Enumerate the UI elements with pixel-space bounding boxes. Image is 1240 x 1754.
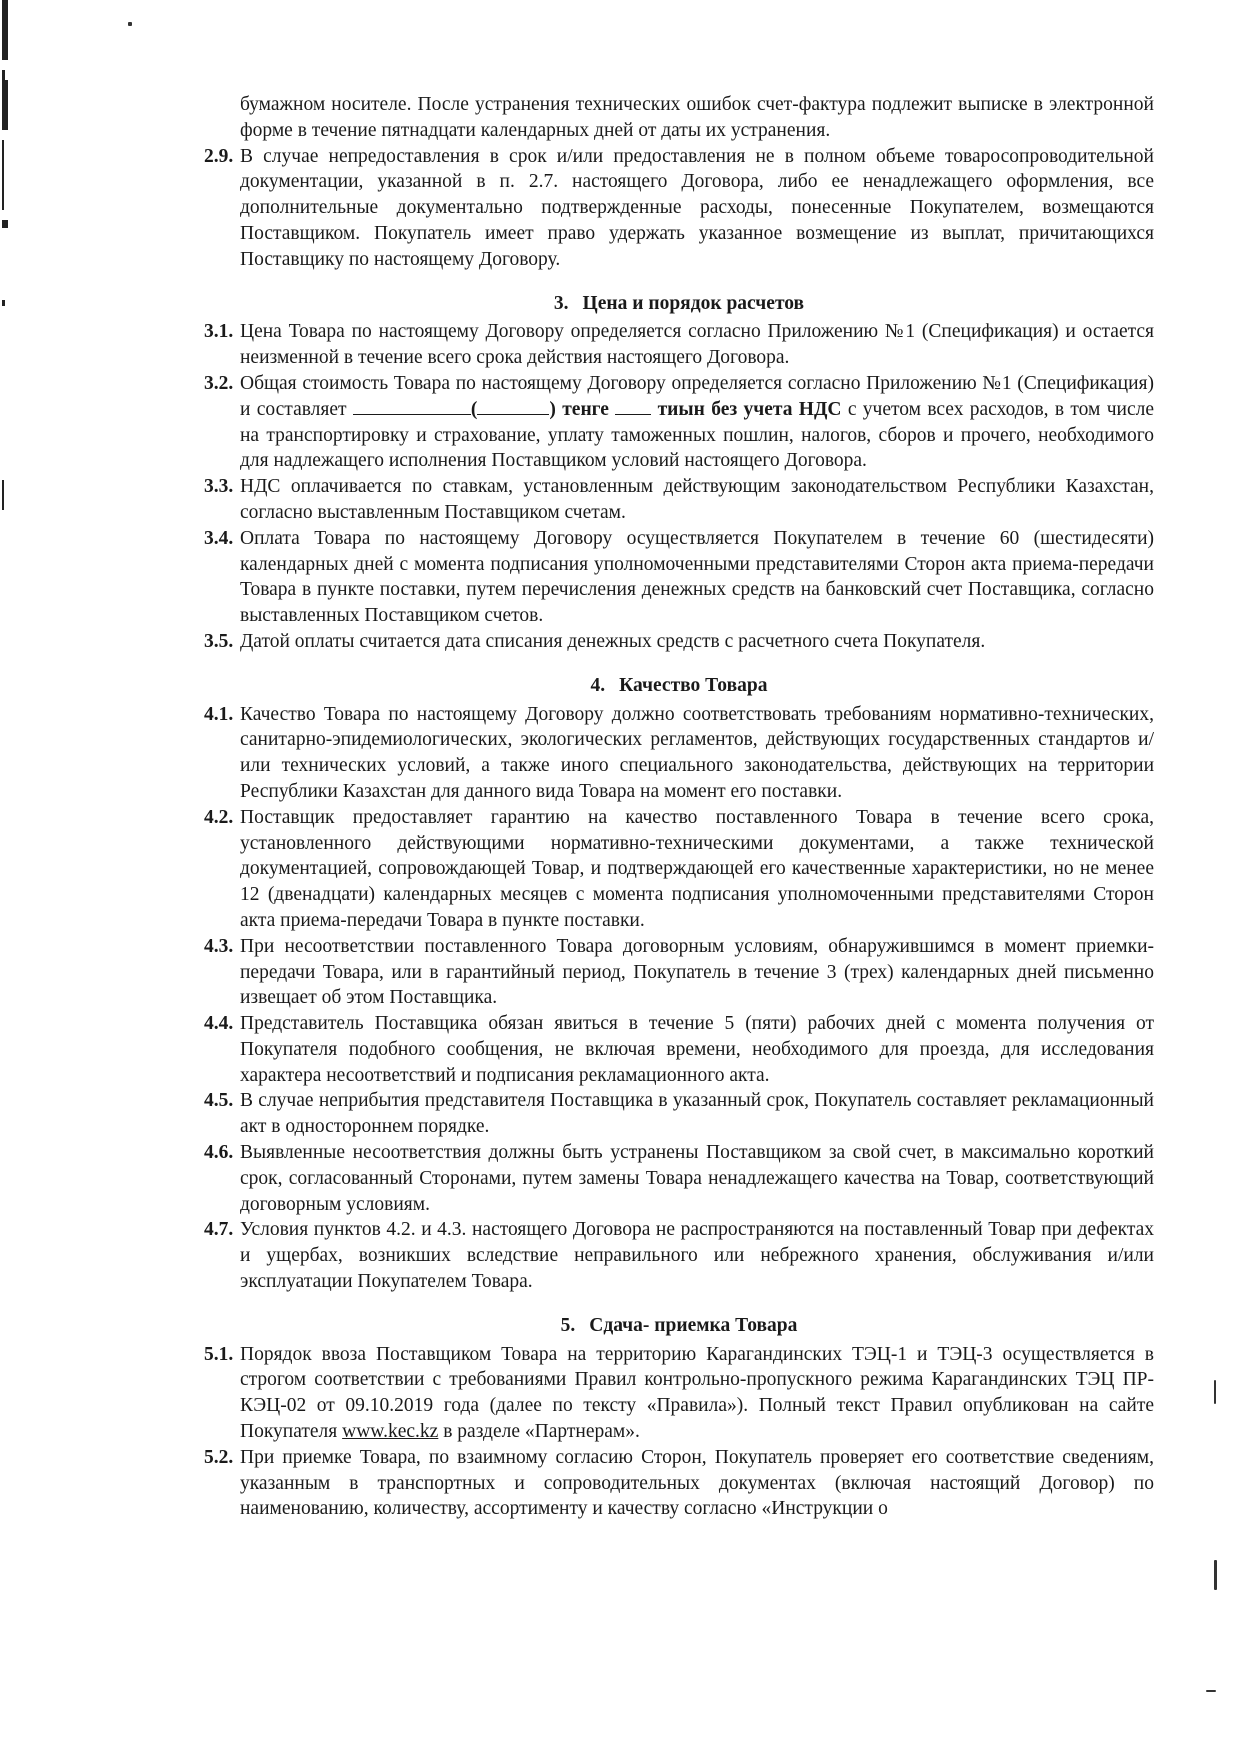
clause-text: Цена Товара по настоящему Договору определяется согласно Приложению №1 (Спецификация) и остается неизменной в течение всего срока действия настоящего Договора. — [240, 321, 1154, 369]
clause-text: Представитель Поставщика обязан явиться в течение 5 (пяти) рабочих дней с момента получения от Покупателя подобного сообщения, не включая времени, необходимого для проезда, для исследования характера несоответствий и подписания рекламационного акта. — [240, 1013, 1154, 1086]
section-title: Качество Товара — [619, 674, 768, 696]
section-number: 5. — [560, 1314, 576, 1336]
clause-number: 3.2. — [204, 372, 234, 394]
section-number: 3. — [553, 292, 569, 314]
clause-number: 4.4. — [204, 1013, 234, 1035]
clause-number: 5.2. — [204, 1446, 234, 1468]
amount-blank — [353, 398, 471, 415]
amount-open-paren: ( — [470, 398, 478, 420]
clause-text: В случае неприбытия представителя Поставщика в указанный срок, Покупатель составляет рекламационный акт в одностороннем порядке. — [240, 1090, 1154, 1138]
tiyn-blank — [615, 398, 651, 415]
clause-4-5 — [204, 1088, 1154, 1140]
clause-4-3 — [204, 934, 1154, 1011]
document-body — [204, 92, 1154, 1522]
clause-text — [240, 1342, 1154, 1445]
clause-number: 3.5. — [204, 630, 234, 652]
clause-number: 4.2. — [204, 806, 234, 828]
clause-3-1 — [204, 319, 1154, 371]
clause-text: Датой оплаты считается дата списания денежных средств с расчетного счета Покупателя. — [240, 630, 986, 652]
clause-number: 4.1. — [204, 703, 234, 725]
clause-text: В случае непредоставления в срок и/или предоставления не в полном объеме товаросопроводительной документации, указанной в п. 2.7. настоящего Договора, либо ее ненадлежащего оформления, все дополнительные документально подтвержденные расходы, понесенные Покупателем, возмещаются Поставщиком. Покупатель имеет право удержать указанное возмещение из выплат, причитающихся Поставщику по настоящему Договору. — [240, 145, 1154, 270]
scan-edge-marks — [2, 0, 8, 520]
clause-4-4 — [204, 1011, 1154, 1088]
clause-5-2 — [204, 1445, 1154, 1522]
clause-number: 4.5. — [204, 1090, 234, 1112]
clause-number: 3.1. — [204, 321, 234, 343]
clause-text: НДС оплачивается по ставкам, установленным действующим законодательством Республики Казахстан, согласно выставленным Поставщиком счетам. — [240, 476, 1154, 523]
clause-2-8-continuation: бумажном носителе. После устранения технических ошибок счет-фактура подлежит выписке в электронной форме в течение пятнадцати календарных дней от даты их устранения. — [240, 94, 1154, 141]
clause-text-part: Общая стоимость Товара по настоящему Договору определяется согласно Приложению №1 (Спецификация) и составляет — [240, 372, 1154, 420]
section-number: 4. — [590, 674, 606, 696]
clause-5-1 — [204, 1342, 1154, 1445]
clause-4-1 — [204, 702, 1154, 805]
clause-number: 5.1. — [204, 1343, 234, 1365]
scan-speck — [1206, 1690, 1216, 1692]
clause-number: 2.9. — [204, 145, 234, 167]
clause-4-7 — [204, 1217, 1154, 1294]
section-4-heading — [204, 673, 1154, 699]
clause-text — [240, 371, 1154, 474]
clause-2-9 — [204, 144, 1154, 273]
clause-number: 4.7. — [204, 1219, 234, 1241]
clause-text: Качество Товара по настоящему Договору должно соответствовать требованиям нормативно-технических, санитарно-эпидемиологических, экологических регламентов, действующих государственных стандартов и/или технических условий, а также иного специального законодательства, действующих на территории Республики Казахстан для данного вида Товара на момент его поставки. — [240, 703, 1154, 802]
clause-3-2 — [204, 371, 1154, 474]
clause-text: Поставщик предоставляет гарантию на качество поставленного Товара в течение всего срока, установленного действующими нормативно-техническими документами, а также технической документацией, сопровождающей Товар, и подтверждающей его качественные характеристики, но не менее 12 (двенадцати) календарных месяцев с момента подписания уполномоченными представителями Сторон акта приема-передачи Товара в пункте поставки. — [240, 806, 1154, 931]
clause-number: 3.3. — [204, 476, 234, 498]
clause-text: При приемке Товара, по взаимному согласию Сторон, Покупатель проверяет его соответствие сведениям, указанным в транспортных и сопроводительных документах (включая настоящий Договор) по наименованию, количеству, ассортименту и качеству согласно «Инструкции о — [240, 1446, 1154, 1520]
clause-number: 3.4. — [204, 527, 234, 549]
clause-4-2 — [204, 805, 1154, 934]
clause-4-6 — [204, 1140, 1154, 1217]
clause-text-part: Порядок ввоза Поставщиком Товара на территорию Карагандинских ТЭЦ-1 и ТЭЦ-3 осуществляется в строгом соответствии с требованиями Правил контрольно-пропускного режима Карагандинских ТЭЦ ПР-КЭЦ-02 от 09.10.2019 года (далее по тексту «Правила»). Полный текст Правил опубликован на сайте Покупателя — [240, 1343, 1154, 1443]
clause-number: 4.3. — [204, 935, 234, 957]
currency-label: ) тенге — [549, 398, 609, 420]
clause-3-5 — [204, 629, 1154, 655]
section-title: Цена и порядок расчетов — [582, 292, 805, 314]
clause-number: 4.6. — [204, 1142, 234, 1164]
section-title: Сдача- приемка Товара — [589, 1314, 798, 1336]
clause-text: Условия пунктов 4.2. и 4.3. настоящего Договора не распространяются на поставленный Товар при дефектах и ущербах, возникших вследствие неправильного или небрежного хранения, обслуживания и/или эксплуатации Покупателем Товара. — [240, 1219, 1154, 1293]
vat-note: тиын без учета НДС — [657, 398, 842, 420]
scan-speck — [128, 22, 132, 26]
amount-words-blank — [477, 398, 549, 415]
clause-3-3 — [204, 474, 1154, 526]
clause-text: Выявленные несоответствия должны быть устранены Поставщиком за свой счет, в максимально короткий срок, согласованный Сторонами, путем замены Товара ненадлежащего качества на Товар, соответствующий договорным условиям. — [240, 1142, 1154, 1215]
clause-text-part: с учетом всех расходов, в том числе на транспортировку и страхование, уплату таможенных пошлин, налогов, сборов и прочего, необходимого для надлежащего исполнения Поставщиком условий настоящего Договора. — [240, 398, 1154, 472]
clause-text: Оплата Товара по настоящему Договору осуществляется Покупателем в течение 60 (шестидесяти) календарных дней с момента подписания уполномоченными представителями Сторон акта приема-передачи Товара в пункте поставки, путем перечисления денежных средств на банковский счет Поставщика, согласно выставленных Поставщиком счетов. — [240, 527, 1154, 627]
scan-speck — [1214, 1560, 1217, 1590]
scan-speck — [1214, 1380, 1216, 1404]
clause-text: При несоответствии поставленного Товара договорным условиям, обнаружившимся в момент приемки-передачи Товара, или в гарантийный период, Покупатель в течение 3 (трех) календарных дней письменно извещает об этом Поставщика. — [240, 935, 1154, 1009]
section-5-heading — [204, 1313, 1154, 1339]
clause-3-4 — [204, 526, 1154, 629]
website-link[interactable]: www.kec.kz — [342, 1421, 439, 1443]
section-3-heading — [204, 291, 1154, 317]
clause-text-part: в разделе «Партнерам». — [443, 1421, 640, 1443]
